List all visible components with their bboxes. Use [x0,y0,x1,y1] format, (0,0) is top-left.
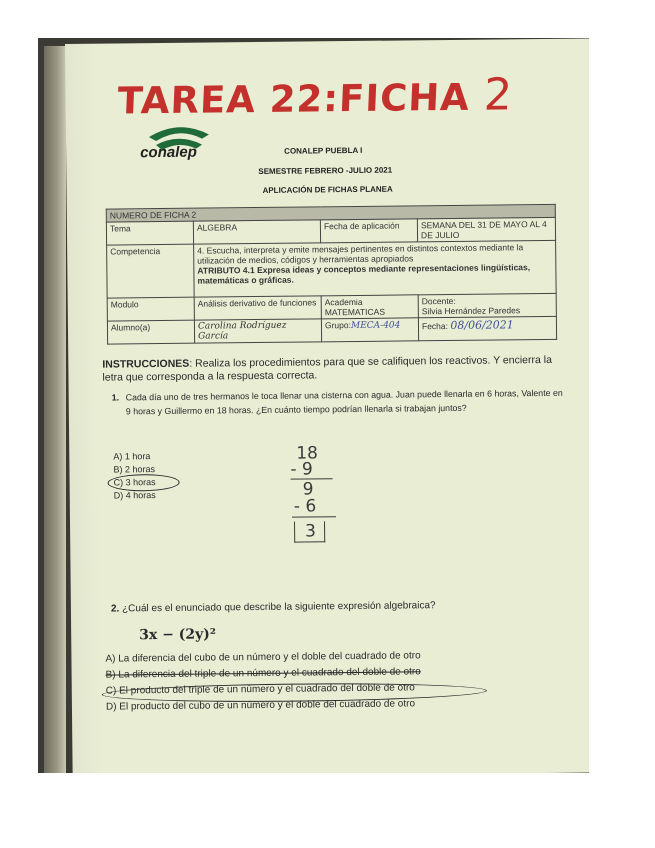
q2-number: 2. [110,603,120,615]
semana: SEMANA DEL 31 DE MAYO AL 4 DE JULIO [417,217,555,241]
photo-background [38,38,589,773]
modulo-label: Modulo [107,297,194,321]
title-number: 2 [482,69,515,121]
tema-value: ALGEBRA [193,220,320,244]
q2-option-b: B) La diferencia del triple de un número y el cuadrado del doble de otro [105,666,421,681]
q2-option-a: A) La diferencia del cubo de un número y el doble del cuadrado de otro [105,650,421,665]
numero-ficha: NUMERO DE FICHA 2 [106,204,555,222]
competencia-cell [194,240,557,297]
heading: APLICACIÓN DE FICHAS PLANEA [262,184,393,195]
q2-options [105,648,421,715]
instructions-text: : Realiza los procedimientos para que se califiquen los reactivos. Y encierra la letra que corresponda a la respuesta correcta. [102,353,552,384]
fecha-label: Fecha: [421,321,449,332]
grupo-value: MECA-404 [350,320,401,332]
fecha-aplicacion-label: Fecha de aplicación [320,219,417,243]
worksheet-page [65,39,589,773]
q1-number: 1. [111,392,120,403]
docente-value: Silvia Hernández Paredes [421,305,521,317]
alumno-label: Alumno(a) [107,320,194,344]
work-line-3: 9 [302,479,314,500]
academia-cell [321,295,418,319]
q1-text: Cada día uno de tres hermanos le toca llenar una cisterna con agua. Juan puede llenarla en 6 horas, Valente en 9 horas y Guillermo en 18 horas. ¿En cuánto tiempo podrían llenarla si trabajan juntos? [125,387,563,417]
semester: SEMESTRE FEBRERO -JULIO 2021 [258,165,393,176]
modulo-value: Análisis derivativo de funciones [194,296,321,320]
work-rule-2 [292,516,336,517]
grupo-label: Grupo: [324,320,352,331]
alumno-value: Carolina Rodríguez García [194,319,321,343]
grupo-cell [321,318,418,342]
docente-cell [418,293,556,317]
q2-text: ¿Cuál es el enunciado que describe la siguiente expresión algebraica? [121,600,436,615]
fecha-value: 08/06/2021 [450,318,514,332]
work-line-1: 18 [296,443,319,464]
ficha-table [106,204,557,345]
handwritten-title [117,69,514,124]
competencia-label: Competencia [107,244,195,298]
instructions [102,354,562,385]
logo-text: conalep [140,143,197,162]
work-result: 3 [294,521,325,542]
work-line-4: - 6 [293,496,317,517]
school-name: CONALEP PUEBLA I [284,145,363,156]
question-2 [111,600,436,614]
notebook-binding [44,46,66,773]
question-1 [111,386,566,419]
instructions-label: INSTRUCCIONES [102,357,190,371]
q2-option-c: C) El producto del triple de un número y el cuadrado del doble de otro [105,682,415,697]
q1-option-a: A) 1 hora [113,451,151,462]
tema-label: Tema [106,221,193,245]
title-text: TAREA 22:FICHA [116,75,471,123]
work-line-2: - 9 [290,459,313,480]
q1-option-b: B) 2 horas [113,464,156,475]
academia-value: MATEMATICAS [324,306,386,318]
q1-options [113,450,156,502]
q2-expression: 3x − (2y)² [139,626,217,644]
atributo-text: ATRIBUTO 4.1 Expresa ideas y conceptos mediante representaciones lingüísticas, matemáticas o gráficas. [197,262,531,286]
q1-option-c: C) 3 horas [113,477,156,488]
fecha-cell [418,316,556,340]
academia-label: Academia [324,296,363,308]
competencia-text: 4. Escucha, interpreta y emite mensajes pertinentes en distintos contextos mediante la utilización de medios, códigos y herramientas apropiados [197,242,524,266]
q2-option-d: D) El producto del cubo de un número y el doble del cuadrado de otro [105,698,416,713]
answer-circle [108,474,180,492]
docente-label: Docente: [421,295,456,307]
q1-option-d: D) 4 horas [113,490,156,501]
